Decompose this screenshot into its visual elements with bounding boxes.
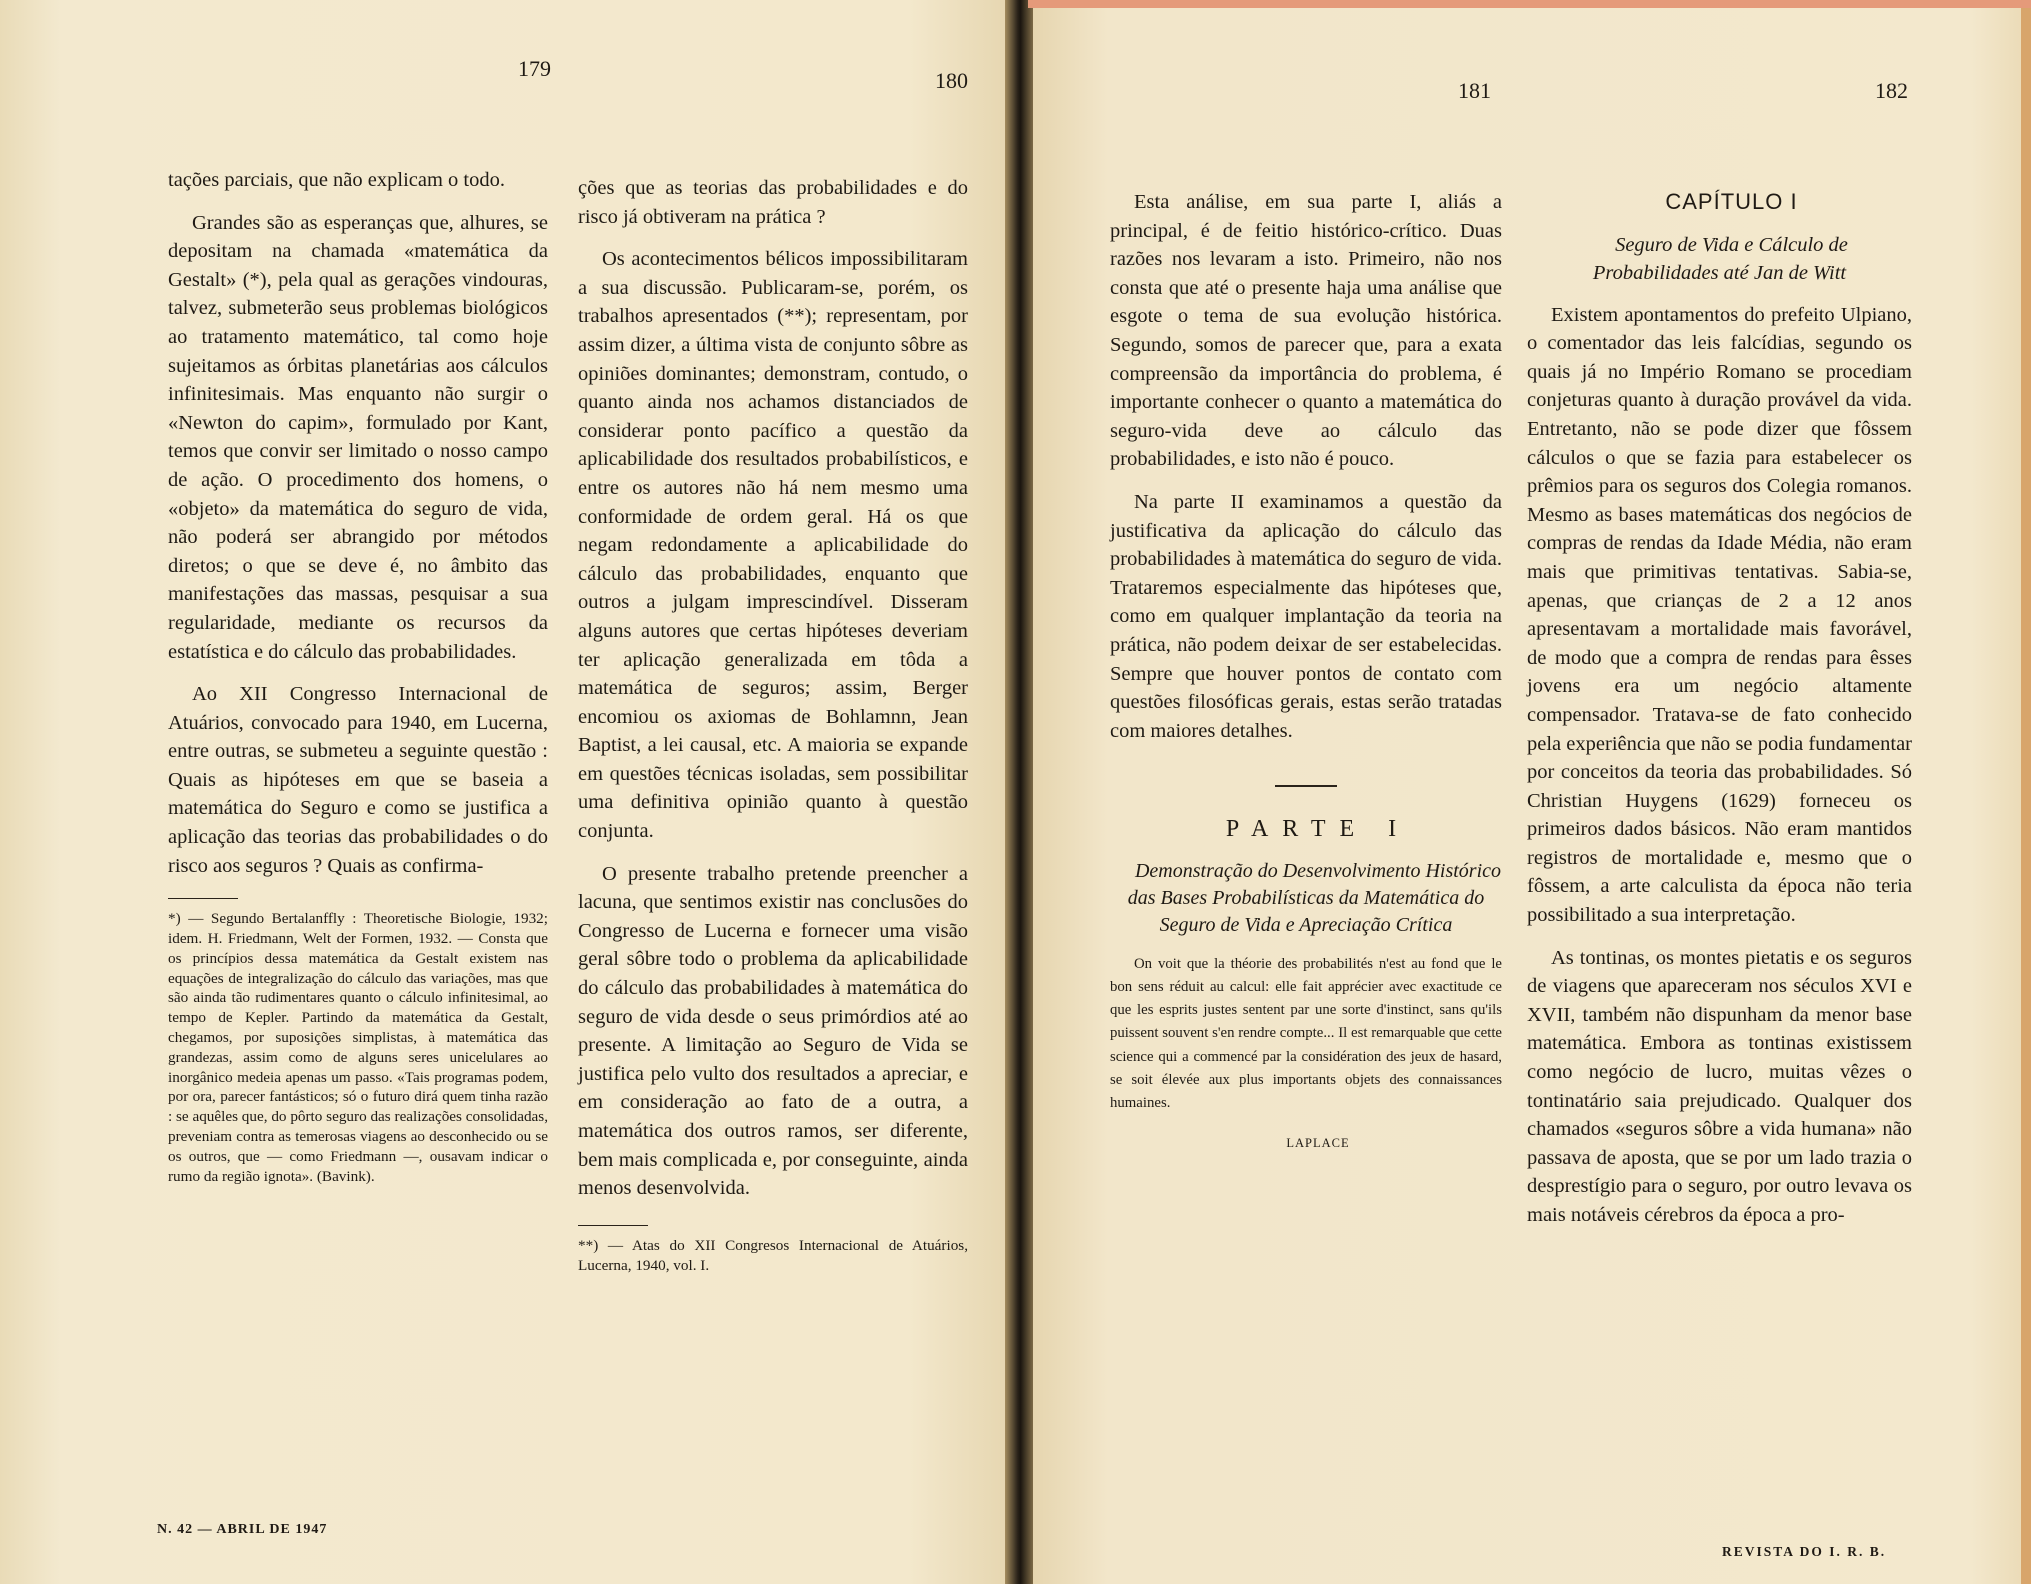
part-title: PARTE I bbox=[1225, 816, 1411, 843]
paragraph: Existem apontamentos do prefeito Ulpiano, o comentador das leis falcídias, segundo os quais já no Império Romano se procediam conjeturas quanto à duração provável da vida. Entretanto, não se pode dizer que fôssem cálculos o que se fazia para estabelecer os prêmios para os seguros dos Colegia romanos. Mesmo as bases matemáticas dos negócios de compras de rendas da Idade Média, não eram mais que primitivas tentativas. Sabia-se, apenas, que crianças de 2 a 12 anos apresentavam a mortalidade mais favorável, de modo que a compra de rendas para êsses jovens era um negócio altamente compensador. Tratava-se de fato conhecido pela experiência que não se podia fundamentar por conceitos da teoria das probabilidades. Só Christian Huygens (1629) forneceu os primeiros dados básicos. Não eram mantidos registros de mortalidade e, mesmo que o fôssem, a arte calculista da época não teria possibilitado a sua interpretação. bbox=[1527, 303, 1912, 927]
chapter-title: CAPÍTULO I bbox=[1665, 189, 1798, 214]
page-180-column bbox=[578, 174, 968, 1275]
page-edge-top bbox=[1028, 0, 2031, 8]
page-number-181: 181 bbox=[1458, 78, 1491, 103]
page-edge bbox=[2021, 0, 2031, 1584]
book-gutter bbox=[1005, 0, 1033, 1584]
page-181-column bbox=[1110, 188, 1502, 1172]
paragraph: ções que as teorias das probabilidades e do risco já obtiveram na prática ? bbox=[578, 177, 968, 228]
paragraph: tações parciais, que não explicam o todo. bbox=[168, 169, 505, 191]
page-179-column bbox=[168, 166, 548, 1186]
page-number-180: 180 bbox=[935, 68, 968, 93]
page-number-179: 179 bbox=[518, 56, 551, 81]
paragraph: Os acontecimentos bélicos impossibilitaram a sua discussão. Publicaram-se, porém, os trabalhos apresentados (**); representam, por assim dizer, a última vista de conjunto sôbre as opiniões dominantes; demonstram, contudo, o quanto ainda nos achamos distanciados de considerar ponto pacífico a questão da aplicabilidade dos resultados probabilísticos, e entre os autores não há nem mesmo uma conformidade de ordem geral. Há os que negam redondamente a aplicabilidade do cálculo das probabilidades, enquanto que outros a julgam imprescindível. Disseram alguns autores que certas hipóteses deveriam ter aplicação generalizada em tôda a matemática de seguros; assim, Berger encomiou os axiomas de Bohlamnn, Jean Baptist, a lei causal, etc. A maioria se expande em questões técnicas isoladas, sem possibilitar uma definitiva opinião quanto à questão conjunta. bbox=[578, 248, 968, 843]
paragraph: Esta análise, em sua parte I, aliás a principal, é de feitio histórico-crítico. Duas razões nos levaram a isto. Primeiro, não nos consta que até o presente haja uma análise que esgote o tema de sua evolução histórica. Segundo, somos de parecer que, para a exata compreensão da importância do problema, é importante conhecer o quanto a matemática do seguro-vida deve ao cálculo das probabilidades, e isto não é pouco. bbox=[1110, 191, 1502, 471]
footnote: **) — Atas do XII Congresos Internacional de Atuários, Lucerna, 1940, vol. I. bbox=[578, 1236, 968, 1274]
part-subtitle: Demonstração do Desenvolvimento Histórico das Bases Probabilísticas da Matemática do Seguro de Vida e Apreciação Crítica bbox=[1127, 859, 1502, 936]
epigraph-author: LAPLACE bbox=[1286, 1136, 1350, 1151]
footer-journal: REVISTA DO I. R. B. bbox=[1722, 1544, 1887, 1559]
paragraph: Ao XII Congresso Internacional de Atuários, convocado para 1940, em Lucerna, entre outras, se submeteu a seguinte questão : Quais as hipóteses em que se baseia a matemática do Seguro e como se justifica a aplicação das teorias das probabilidades o do risco aos seguros ? Quais as confirma- bbox=[168, 683, 548, 877]
footnote: *) — Segundo Bertalanffly : Theoretische Biologie, 1932; idem. H. Friedmann, Welt der Formen, 1932. — Consta que os princípios dessa matemática da Gestalt existem nas equações de integralização do cálculo das variações, mas que são ainda tão rudimentares quanto o cálculo infinitesimal, ao tempo de Kepler. Partindo da matemática da Gestalt, chegamos, por suposições simplistas, à matemática das grandezas, assim como de alguns seres unicelulares ao inorgânico medeia apenas um passo. «Tais programas podem, por ora, parecer fantásticos; só o futuro dirá quem tinha razão : se aquêles que, do pôrto seguro das realizações consolidadas, preveniam contra as temerosas viagens ao desconhecido ou se os outros, que — como Friedmann —, ousavam indicar o rumo da região ignota». (Bavink). bbox=[168, 910, 548, 1185]
footnote-rule bbox=[578, 1225, 648, 1226]
page-182-column bbox=[1527, 188, 1912, 1244]
footnote-rule bbox=[168, 898, 238, 899]
page-number-182: 182 bbox=[1875, 78, 1908, 103]
paragraph: Grandes são as esperanças que, alhures, se depositam na chamada «matemática da Gestalt» (*), pela qual as gerações vindouras, talvez, submeterão seus problemas biológicos ao tratamento matemático, tal como hoje sujeitamos as órbitas planetárias aos cálculos infinitesimais. Mas enquanto não surgir o «Newton do capim», formulado por Kant, temos que convir ser limitado o nosso campo de ação. O procedimento dos homens, o «objeto» da matemática do seguro de vida, não poderá ser abrangido por métodos diretos; o que se deve é, no âmbito das manifestações das massas, pesquisar a sua regularidade, mediante os recursos da estatística e do cálculo das probabilidades. bbox=[168, 211, 548, 663]
paragraph: Na parte II examinamos a questão da justificativa da aplicação do cálculo das probabilidades à matemática do seguro de vida. Trataremos especialmente das hipóteses que, como em qualquer implantação da teoria na prática, não podem deixar de ser estabelecidas. Sempre que houver pontos de contato com questões filosóficas gerais, estas serão tratadas com maiores detalhes. bbox=[1110, 490, 1502, 742]
footer-issue: N. 42 — ABRIL DE 1947 bbox=[157, 1522, 328, 1537]
chapter-subtitle: Seguro de Vida e Cálculo de Probabilidades até Jan de Witt bbox=[1592, 233, 1848, 284]
section-separator bbox=[1275, 785, 1337, 787]
paragraph: O presente trabalho pretende preencher a lacuna, que sentimos existir nas conclusões do Congresso de Lucerna e fornecer uma visão geral sôbre todo o problema da aplicabilidade do cálculo das probabilidades à matemática do seguro de vida desde o seus primórdios até ao presente. A limitação ao Seguro de Vida se justifica pelo vulto dos resultados a apreciar, e em consideração ao fato de a outra, a matemática dos outros ramos, ser diferente, bem mais complicada e, por conseguinte, ainda menos desenvolvida. bbox=[578, 862, 968, 1200]
epigraph: On voit que la théorie des probabilités n'est au fond que le bon sens réduit au calcul: elle fait apprécier avec exactitude ce que les esprits justes sentent par une sorte d'instinct, sans qu'ils puissent souvent s'en rendre compte... Il est remarquable que cette science qui a commencé par la considération des jeux de hasard, se soit élevée aux plus importants objets des connaissances humaines. bbox=[1110, 955, 1502, 1112]
paragraph: As tontinas, os montes pietatis e os seguros de viagens que apareceram nos séculos XVI e XVII, também não dispunham da menor base matemática. Embora as tontinas existissem como negócio de lucro, muitas vêzes o tontinatário saia prejudicado. Qualquer dos chamados «seguros sôbre a vida humana» não passava de aposta, que se por um lado trazia o desprestígio para o seguro, por outro levava os mais notáveis cérebros da época a pro- bbox=[1527, 946, 1912, 1226]
